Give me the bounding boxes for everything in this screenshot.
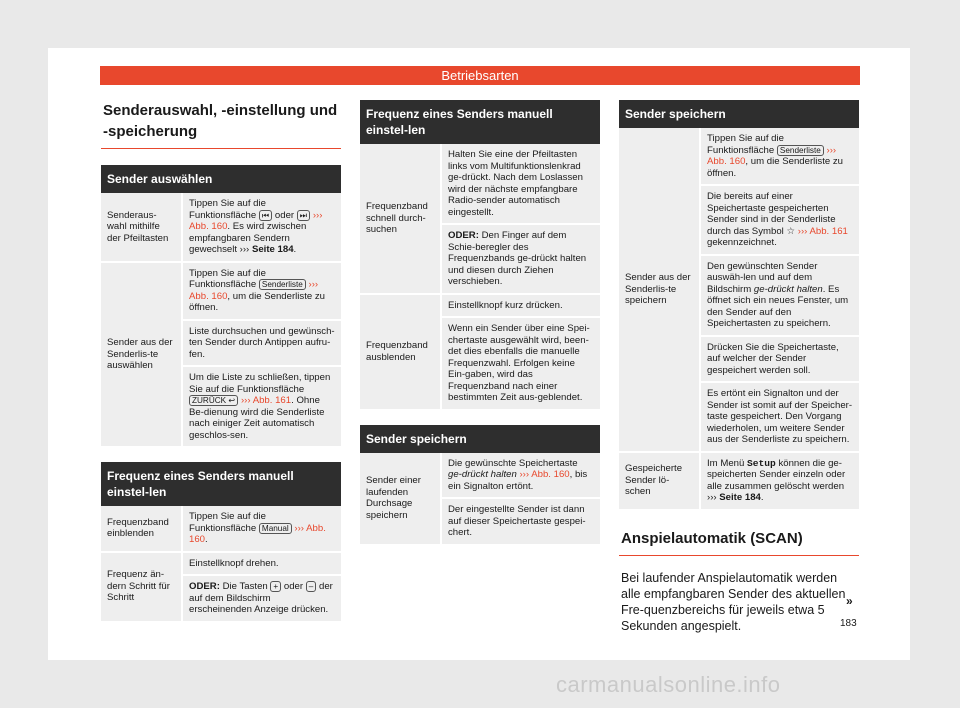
table-cell: Wenn ein Sender über eine Spei-chertaste ausgewählt wird, been-det dies ebenfalls die manuelle Frequenzwahl. Erfolgen keine Ein-gaben, wird das Frequenzband nach einer bestimmten Zeit aus-geblendet. — [442, 318, 600, 409]
table-cell: Tippen Sie auf die Funktionsfläche Manual ››› Abb. 160. — [183, 506, 341, 551]
table-row — [619, 128, 859, 453]
table-cell: Im Menü Setup können die ge-speicherten Sender einzeln oder alle zusammen gelöscht werden ››› Seite 184. — [701, 453, 859, 509]
table-cell: Halten Sie eine der Pfeiltasten links vom Multifunktionslenkrad ge-drückt. Nach dem Loslassen wird der nächste empfangbare Radio-sender automatisch eingestellt. — [442, 144, 600, 223]
table-row — [101, 506, 341, 553]
figure-ref: Abb. 160 — [531, 469, 570, 480]
table-row — [101, 553, 341, 621]
row-label: Gespeicherte Sender lö-schen — [625, 463, 683, 498]
table-cell: Es ertönt ein Signalton und der Sender ist somit auf der Speicher-taste gespeichert. Den Vorgang wiederholen, um weitere Sender aus der Senderliste zu speichern. — [701, 383, 859, 451]
table-frequenz-manuell-cont — [360, 100, 600, 409]
key-manual: Manual — [259, 523, 292, 534]
table-row — [360, 453, 600, 544]
table-cell: Tippen Sie auf die Funktionsfläche Senderliste ››› Abb. 160, um die Senderliste zu öffnen. — [701, 128, 859, 184]
figure-ref: Abb. 160 — [189, 522, 326, 545]
key-senderliste: Senderliste — [259, 279, 306, 290]
section-title: Senderauswahl, -einstellung und -speicherung — [101, 100, 341, 149]
figure-ref: Abb. 161 — [252, 395, 292, 406]
page-ref: Seite 184 — [719, 492, 761, 503]
key-plus: + — [270, 581, 281, 592]
figure-ref: Abb. 161 — [809, 225, 848, 237]
table-cell: ODER: Die Tasten + oder – der auf dem Bildschirm erscheinenden Anzeige drücken. — [183, 576, 341, 621]
prev-track-icon: ⏮ — [259, 210, 272, 221]
table-sender-speichern-cont — [619, 100, 859, 509]
table-cell: Der eingestellte Sender ist dann auf dieser Speichertaste gespei-chert. — [442, 499, 600, 544]
table-cell: Um die Liste zu schließen, tippen Sie auf die Funktionsfläche ZURÜCK ↩ ››› Abb. 161. Ohne Be-dienung wird die Senderliste nach einiger Zeit automatisch geschlos-sen. — [183, 367, 341, 446]
scan-title: Anspielautomatik (SCAN) — [619, 527, 859, 556]
table-row — [360, 144, 600, 295]
menu-setup: Setup — [747, 457, 776, 469]
scan-paragraph: Bei laufender Anspielautomatik werden alle empfangbaren Sender des aktuellen Fre-quenzbereichs für jeweils etwa 5 Sekunden angespielt. — [621, 570, 846, 633]
table-frequenz-manuell — [101, 462, 341, 621]
table-row — [101, 193, 341, 263]
next-track-icon: ⏭ — [297, 210, 310, 221]
row-label: Frequenzband ausblenden — [366, 340, 428, 363]
star-icon: ☆ — [786, 225, 796, 237]
column-middle — [360, 100, 600, 560]
page-ref: Seite 184 — [251, 244, 294, 255]
figure-ref: Abb. 160 — [189, 290, 228, 302]
page-number: 183 — [840, 618, 857, 629]
row-label: Frequenz än-dern Schritt für Schritt — [107, 569, 170, 604]
table-cell: Die gewünschte Speichertaste ge-drückt halten ››› Abb. 160, bis ein Signalton ertönt. — [442, 453, 600, 498]
figure-ref: Abb. 160 — [707, 156, 746, 167]
row-label: Frequenzband einblenden — [107, 516, 169, 540]
table-row — [619, 453, 859, 509]
table-header: Sender speichern — [360, 425, 600, 453]
table-cell: Einstellknopf drehen. — [183, 553, 341, 575]
table-cell: Die bereits auf einer Speichertaste gespeicherten Sender sind in der Senderliste durch das Symbol ☆ ››› Abb. 161 gekennzeichnet. — [701, 186, 859, 254]
table-cell: Den gewünschten Sender auswäh-len und auf dem Bildschirm ge-drückt halten. Es öffnet sich ein neues Fenster, um den Sender auf den Speichertasten zu speichern. — [701, 256, 859, 335]
section-banner: Betriebsarten — [100, 66, 860, 85]
key-minus: – — [306, 581, 317, 592]
back-arrow-icon: ↩ — [228, 396, 236, 405]
table-cell: Drücken Sie die Speichertaste, auf welcher der Sender gespeichert werden soll. — [701, 337, 859, 382]
row-label: Frequenzband schnell durch-suchen — [366, 201, 428, 235]
key-zurueck: ZURÜCK ↩ — [189, 395, 238, 406]
table-header: Frequenz eines Senders manuell einstel-len — [101, 462, 341, 506]
column-right — [619, 100, 859, 634]
table-sender-speichern — [360, 425, 600, 544]
table-header: Frequenz eines Senders manuell einstel-len — [360, 100, 600, 144]
table-sender-auswaehlen — [101, 165, 341, 446]
watermark: carmanualsonline.info — [556, 672, 781, 697]
table-cell: Tippen Sie auf die Funktionsfläche ⏮ oder ⏭ ››› Abb. 160. Es wird zwischen empfangbaren Sendern gewechselt ››› Seite 184. — [183, 193, 341, 261]
row-label: Senderaus-wahl mithilfe der Pfeiltasten — [107, 209, 169, 244]
table-cell: Einstellknopf kurz drücken. — [442, 295, 600, 317]
row-label: Sender aus der Senderlis-te auswählen — [107, 337, 173, 371]
column-left — [101, 100, 341, 637]
key-senderliste: Senderliste — [777, 145, 824, 156]
table-header: Sender auswählen — [101, 165, 341, 193]
continue-marker: » — [846, 594, 853, 608]
row-label: Sender aus der Senderlis-te speichern — [625, 272, 691, 306]
table-cell: Tippen Sie auf die Funktionsfläche Senderliste ››› Abb. 160, um die Senderliste zu öffnen. — [183, 263, 341, 319]
table-header: Sender speichern — [619, 100, 859, 128]
table-cell: Liste durchsuchen und gewünsch-ten Sender durch Antippen aufru-fen. — [183, 321, 341, 366]
row-label: Sender einer laufenden Durchsage speichern — [366, 475, 421, 521]
table-cell: ODER: Den Finger auf dem Schie-beregler des Frequenzbands ge-drückt halten und diesen durch Ziehen verschieben. — [442, 225, 600, 293]
table-row — [101, 263, 341, 447]
table-row — [360, 295, 600, 409]
figure-ref: Abb. 160 — [189, 221, 228, 232]
